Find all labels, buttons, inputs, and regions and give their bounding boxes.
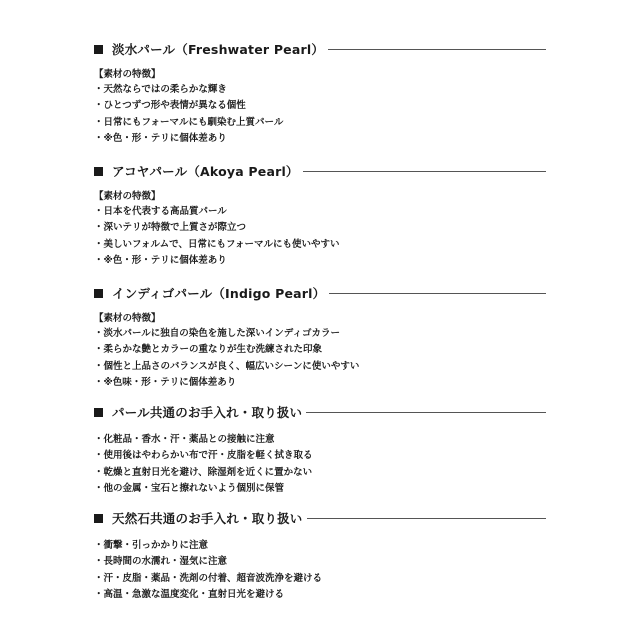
- list-item: ・天然ならではの柔らかな輝き: [94, 84, 227, 95]
- section-subheading: 【素材の特徴】: [94, 313, 161, 324]
- list-item: ・日常にもフォーマルにも馴染む上質パール: [94, 116, 284, 128]
- section-stone-care: [94, 508, 546, 603]
- list-item: ・淡水パールに独自の染色を施した深いインディゴカラー: [94, 328, 341, 339]
- section-heading: [94, 161, 546, 181]
- care-list: [94, 538, 546, 603]
- section-title: アコヤパール（Akoya Pearl）: [112, 164, 299, 179]
- list-item: ・日本を代表する高品質パール: [94, 206, 227, 217]
- section-title: 天然石共通のお手入れ・取り扱い: [112, 511, 303, 526]
- heading-rule: [303, 171, 546, 172]
- list-item: ・高温・急激な温度変化・直射日光を避ける: [94, 588, 285, 600]
- section-heading: [94, 508, 546, 528]
- list-item: ・個性と上品さのバランスが良く、幅広いシーンに使いやすい: [94, 360, 360, 372]
- square-bullet-icon: [94, 408, 103, 417]
- square-bullet-icon: [94, 514, 103, 523]
- square-bullet-icon: [94, 289, 103, 298]
- list-item: ・美しいフォルムで、日常にもフォーマルにも使いやすい: [94, 238, 340, 250]
- section-akoya-pearl: [94, 161, 546, 269]
- list-item: ・深いテリが特徴で上質さが際立つ: [94, 222, 247, 234]
- list-item: ・使用後はやわらかい布で汗・皮脂を軽く拭き取る: [94, 450, 313, 462]
- feature-list: [94, 82, 546, 147]
- section-heading: [94, 39, 546, 59]
- section-subheading: 【素材の特徴】: [94, 69, 161, 80]
- heading-rule: [329, 293, 546, 294]
- section-title: パール共通のお手入れ・取り扱い: [112, 405, 303, 420]
- section-pearl-care: [94, 402, 546, 497]
- heading-rule: [307, 518, 546, 519]
- list-item: ・衝撃・引っかかりに注意: [94, 540, 209, 551]
- list-item: ・化粧品・香水・汗・薬品との接触に注意: [94, 434, 275, 445]
- list-item: ・※色・形・テリに個体差あり: [94, 254, 227, 266]
- list-item: ・汗・皮脂・薬品・洗剤の付着、超音波洗浄を避ける: [94, 572, 323, 584]
- feature-list: [94, 326, 546, 391]
- section-title: 淡水パール（Freshwater Pearl）: [112, 42, 325, 57]
- section-title: インディゴパール（Indigo Pearl）: [112, 286, 326, 301]
- list-item: ・※色・形・テリに個体差あり: [94, 132, 227, 144]
- list-item: ・ひとつずつ形や表情が異なる個性: [94, 100, 246, 112]
- section-indigo-pearl: [94, 283, 546, 391]
- section-subheading: 【素材の特徴】: [94, 191, 161, 202]
- list-item: ・長時間の水濡れ・湿気に注意: [94, 556, 228, 568]
- care-list: [94, 432, 546, 497]
- square-bullet-icon: [94, 167, 103, 176]
- section-heading: [94, 283, 546, 303]
- heading-rule: [306, 412, 546, 413]
- list-item: ・柔らかな艶とカラーの重なりが生む洗練された印象: [94, 344, 323, 356]
- square-bullet-icon: [94, 45, 103, 54]
- section-heading: [94, 402, 546, 422]
- list-item: ・※色味・形・テリに個体差あり: [94, 376, 237, 388]
- section-freshwater-pearl: [94, 39, 546, 147]
- feature-list: [94, 204, 546, 269]
- list-item: ・乾燥と直射日光を避け、除湿剤を近くに置かない: [94, 466, 313, 478]
- heading-rule: [328, 49, 546, 50]
- list-item: ・他の金属・宝石と擦れないよう個別に保管: [94, 482, 285, 494]
